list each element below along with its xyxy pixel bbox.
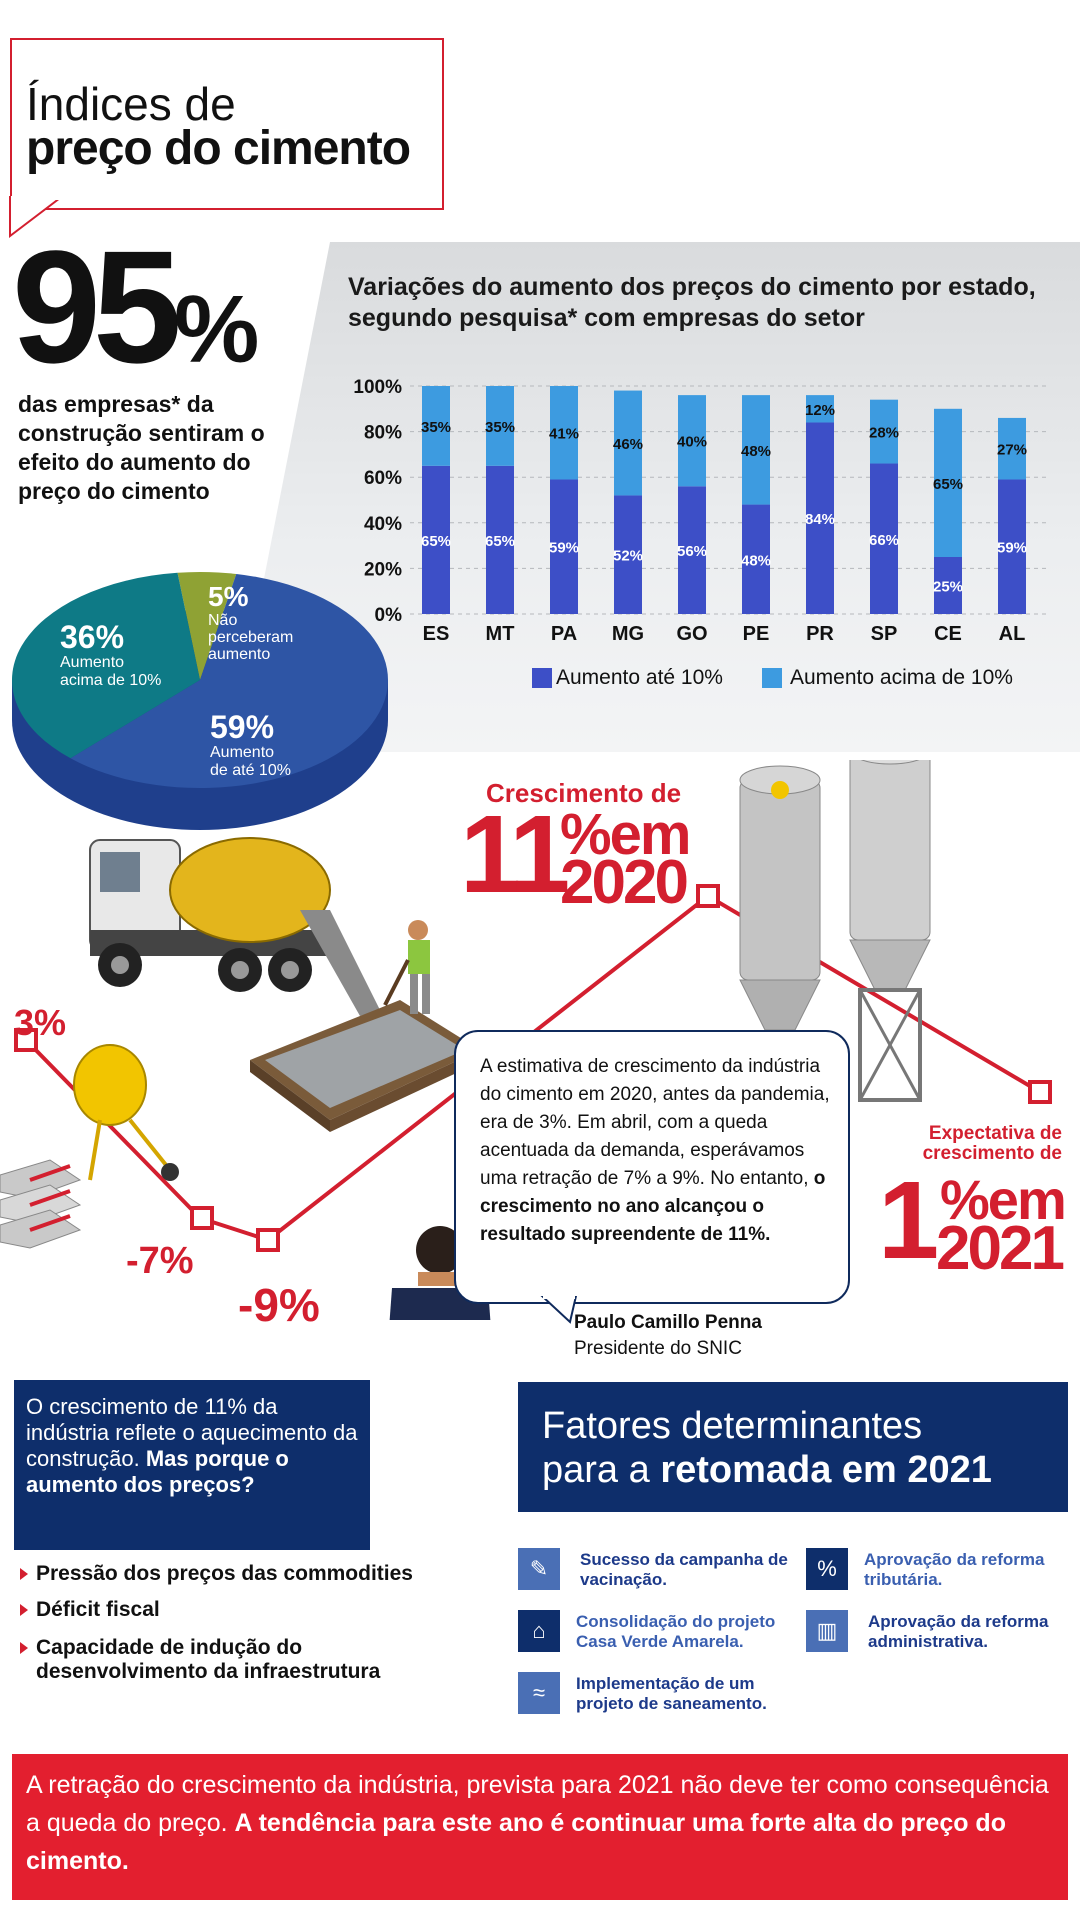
water-pipe-icon: ≈ (518, 1672, 560, 1714)
data-label: 56% (676, 543, 708, 561)
factors-title-line2-bold: retomada em 2021 (660, 1449, 992, 1491)
expectation-unit: % (940, 1168, 988, 1231)
pie-36-label-1: Aumento (60, 654, 125, 671)
x-tick-label: MT (485, 623, 515, 645)
factors-title-box (518, 1382, 1068, 1512)
factors-title-line2-regular: para a (542, 1449, 650, 1491)
pie-label-5 (208, 582, 293, 663)
x-tick-label: SP (870, 623, 898, 645)
factors-title (518, 1382, 1068, 1492)
bullet-text: Déficit fiscal (36, 1598, 160, 1621)
growth-year: 2020 (560, 848, 686, 917)
point-minus9 (258, 1230, 278, 1250)
y-tick-label: 80% (363, 422, 402, 444)
expectation-year: 2021 (936, 1214, 1062, 1283)
data-label: 65% (484, 532, 516, 550)
data-label: 35% (484, 418, 516, 436)
data-label: 48% (740, 552, 772, 570)
government-building-icon: ▥ (806, 1610, 848, 1652)
data-label: 65% (932, 475, 964, 493)
bullet-item (20, 1562, 440, 1586)
data-label: 48% (740, 442, 772, 460)
question-text (14, 1380, 370, 1498)
cement-bags-illustration (0, 1160, 80, 1248)
question-body: O crescimento de 11% da indústria reflete o aquecimento da construção. (26, 1394, 358, 1471)
concrete-truck-illustration (90, 838, 380, 1016)
data-label: 28% (868, 424, 900, 442)
factor-text: Consolidação do projeto Casa Verde Amarela. (576, 1612, 776, 1651)
cement-mixer-illustration (74, 1045, 179, 1181)
growth-word: em (609, 802, 690, 867)
x-tick-label: GO (676, 623, 708, 645)
x-tick-label: AL (998, 623, 1026, 645)
bullet-text: Capacidade de indução do desenvolvimento da infraestrutura (36, 1636, 381, 1683)
expectation-word: em (987, 1168, 1065, 1231)
stat-95-unit: % (173, 276, 260, 383)
data-label: 59% (548, 539, 580, 557)
question-bold: Mas porque o aumento dos preços? (26, 1446, 289, 1497)
quote-text (480, 1053, 840, 1249)
quote-author: Paulo Camillo Penna (574, 1312, 762, 1333)
data-label: 46% (612, 436, 644, 453)
label-3-percent: 3% (14, 1002, 67, 1043)
data-label: 27% (996, 441, 1028, 459)
pie-59-label-1: Aumento (210, 744, 275, 761)
data-label: 66% (868, 531, 900, 549)
pie-59-label-2: de até 10% (210, 762, 291, 779)
expectation-heading (912, 1124, 1062, 1164)
pie-5-value: 5% (208, 581, 249, 612)
bullet-list (20, 1562, 440, 1684)
factor-text: Implementação de um projeto de saneamento. (576, 1674, 767, 1713)
question-box (14, 1380, 370, 1550)
chart-title: Variações do aumento dos preços do cimento por estado, segundo pesquisa* com empresas do setor (348, 273, 1036, 332)
quote-bold: o crescimento no ano alcançou o resultado supreendente de 11%. (480, 1168, 826, 1245)
title-line2: preço do cimento (26, 122, 411, 175)
x-tick-label: PA (550, 623, 578, 645)
growth-value: 11 (460, 793, 565, 916)
growth-heading: Crescimento de (486, 778, 682, 808)
pie-36-value: 36% (60, 619, 125, 655)
y-tick-label: 100% (353, 377, 402, 398)
data-label: 65% (420, 532, 452, 550)
factors-title-line1: Fatores determinantes (542, 1405, 923, 1447)
x-tick-label: PE (742, 623, 770, 645)
y-tick-label: 40% (363, 513, 402, 535)
factor-text: Aprovação da reforma tributária. (864, 1550, 1045, 1589)
bullet-item (20, 1636, 440, 1684)
data-label: 59% (996, 539, 1028, 557)
rebar-slab-illustration (250, 1000, 480, 1132)
x-tick-label: ES (422, 623, 450, 645)
percent-icon: % (806, 1548, 848, 1590)
footer-text (12, 1754, 1068, 1880)
label-minus7-percent: -7% (126, 1240, 194, 1282)
data-label: 35% (420, 418, 452, 436)
quote-author-role: Presidente do SNIC (574, 1338, 742, 1359)
point-minus7 (192, 1208, 212, 1228)
footer-bold: A tendência para este ano é continuar uma forte alta do preço do cimento. (26, 1809, 1006, 1875)
legend-label: Aumento até 10% (556, 666, 723, 689)
y-tick-label: 60% (363, 468, 402, 490)
pie-5-label-3: aumento (208, 646, 271, 663)
syringe-icon: ✎ (518, 1548, 560, 1590)
pie-59-value: 59% (210, 709, 275, 745)
point-11 (698, 886, 718, 906)
legend-swatch-up-to-10 (532, 668, 552, 688)
quote-body: A estimativa de crescimento da indústria do cimento em 2020, antes da pandemia, era de 3%. Em abril, com a queda acentuada da demanda, esperávamos uma retração de 7% a 9%. No entanto, (480, 1056, 830, 1189)
pie-label-36 (60, 620, 161, 690)
legend-label: Aumento acima de 10% (790, 666, 1013, 689)
factor-text: Aprovação da reforma administrativa. (868, 1612, 1049, 1651)
x-tick-label: CE (934, 623, 962, 645)
worker-illustration (385, 920, 430, 1014)
x-tick-label: PR (806, 623, 834, 645)
title-box (10, 38, 444, 210)
footer-banner (12, 1754, 1068, 1900)
stat-95-description: das empresas* da construção sentiram o efeito do aumento do preço do cimento (18, 391, 265, 504)
growth-unit: % (560, 802, 610, 867)
footer-body: A retração do crescimento da indústria, prevista para 2021 não deve ter como consequência a queda do preço. (26, 1771, 1049, 1837)
data-label: 52% (612, 547, 644, 565)
data-label: 40% (676, 433, 708, 451)
x-tick-label: MG (611, 623, 645, 645)
house-icon: ⌂ (518, 1610, 560, 1652)
bullet-item (20, 1598, 440, 1622)
factor-text: Sucesso da campanha de vacinação. (580, 1550, 788, 1589)
bar-chart (340, 360, 1070, 720)
data-label: 41% (548, 425, 580, 443)
legend-swatch-above-10 (762, 668, 782, 688)
expectation-heading-1: Expectativa de (928, 1123, 1062, 1144)
data-label: 12% (804, 401, 836, 419)
y-tick-label: 0% (374, 605, 402, 626)
title-line1: Índices de (26, 78, 236, 130)
label-minus9-percent: -9% (238, 1279, 320, 1331)
pie-5-label-1: Não (208, 612, 238, 629)
y-tick-label: 20% (363, 559, 402, 581)
stat-95-value: 95 (12, 217, 174, 396)
expectation-value: 1 (878, 1159, 940, 1282)
data-label: 84% (804, 511, 836, 529)
data-label: 25% (932, 578, 964, 596)
pie-5-label-2: perceberam (208, 629, 294, 646)
point-1 (1030, 1082, 1050, 1102)
stat-95-percent (12, 217, 260, 405)
pie-36-label-2: acima de 10% (60, 672, 162, 689)
expectation-heading-2: crescimento de (922, 1143, 1062, 1164)
bullet-text: Pressão dos preços das commodities (36, 1562, 413, 1585)
